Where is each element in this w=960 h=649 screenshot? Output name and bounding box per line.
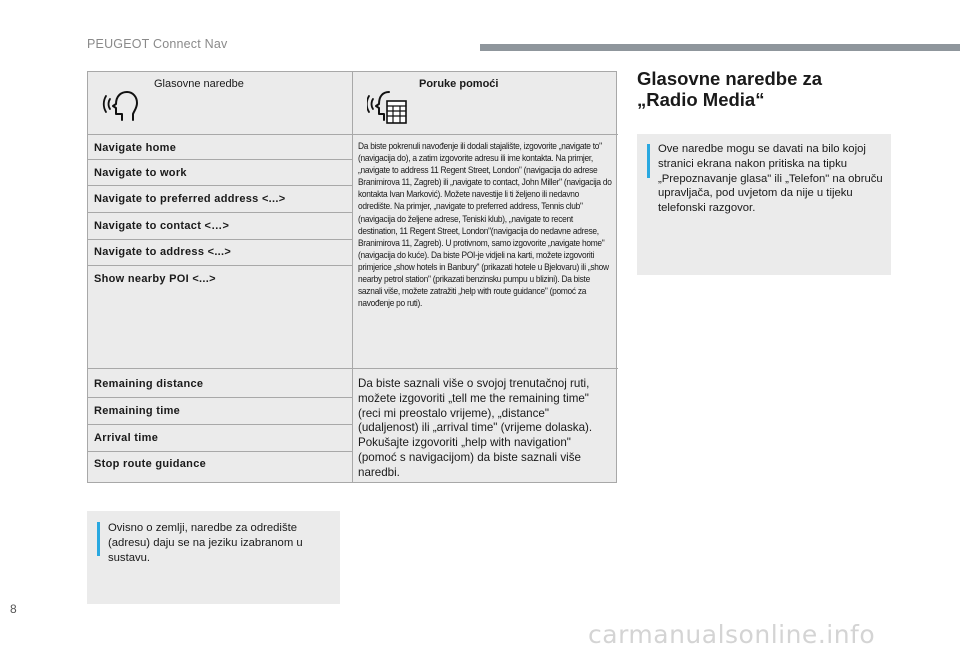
table-head-commands <box>88 72 352 134</box>
voice-commands-table <box>87 71 617 483</box>
manual-header-title: PEUGEOT Connect Nav <box>87 37 228 51</box>
table-row-divider <box>88 212 352 213</box>
table-row-divider <box>88 265 352 266</box>
table-head-help <box>353 72 618 134</box>
section-title-line1: Glasovne naredbe za <box>637 68 823 89</box>
speaking-head-help-icon <box>367 84 409 126</box>
note-text: Ove naredbe mogu se davati na bilo kojoj stranici ekrana nakon pritiska na tipku „Prepoznavanje glasa" ili „Telefon" na obruču upravljača, pod uvjetom da nije u tijeku telefonski razgovor. <box>658 143 883 215</box>
head-label-commands: Glasovne naredbe <box>154 78 244 90</box>
section-title-line2: „Radio Media“ <box>637 89 765 110</box>
table-row-divider <box>88 239 352 240</box>
help-route-text: Da biste saznali više o svojoj trenutačnoj ruti, možete izgovoriti „tell me the remaining time" (reci mi preostalo vrijeme), „distance" (udaljenost) ili „arrival time" (vrijeme dolaska). Pokušajte izgovoriti „help with navigation" (pomoć s navigacijom) da biste saznali više naredbi. <box>358 377 593 479</box>
command-stop-route-guidance: Stop route guidance <box>94 458 207 470</box>
watermark: carmanualsonline.info <box>588 620 876 649</box>
command-remaining-distance: Remaining distance <box>94 378 204 390</box>
table-row-divider <box>88 134 618 135</box>
command-navigate-to-preferred-address: Navigate to preferred address <...> <box>94 193 286 205</box>
header-bar <box>480 44 960 51</box>
command-navigate-to-address: Navigate to address <...> <box>94 246 232 258</box>
table-row-divider <box>88 424 352 425</box>
help-navigation-text: Da biste pokrenuli navođenje ili dodali stajalište, izgovorite „navigate to" (navigacija do), a zatim izgovorite adresu ili ime kontakta. Na primjer, „navigate to address 11 Regent Street, London" (navigacija do adrese Branimirova 11, Zagreb) ili „navigate to contact, John Miller" (navigacija do kontakta Ivan Marković). Možete navestije li ti željeno ili nedavno odredište. Na primjer, „navigate to preferred address, Tennis club" (navigacija do željene adrese, Teniski klub), „navigate to recent destination, 11 Regent Street, London"(navigacija do nedavne adrese, Branimirova 11, Zagreb). U protivnom, samo izgovorite „navigate home" (navigacija do kuće). Da biste POI-je vidjeli na karti, možete izgovoriti primjerice „show hotels in Banbury" (prikazati hotele u Bjelovaru) ili „show nearby petrol station" (prikazati benzinsku pumpu u blizini). Da biste saznali više, možete zatražiti „help with route guidance" (pomoć za navođenje po ruti). <box>358 141 612 309</box>
command-remaining-time: Remaining time <box>94 405 181 417</box>
note-radio-media <box>637 134 891 275</box>
note-text: Ovisno o zemlji, naredbe za odredište (adresu) daju se na jeziku izabranom u sustavu. <box>108 522 303 564</box>
command-navigate-to-contact: Navigate to contact <…> <box>94 220 230 232</box>
command-navigate-to-work: Navigate to work <box>94 167 187 179</box>
command-show-nearby-poi: Show nearby POI <...> <box>94 273 216 285</box>
command-navigate-home: Navigate home <box>94 142 177 154</box>
table-row-divider <box>88 397 352 398</box>
table-row-divider <box>88 451 352 452</box>
info-bar-icon <box>97 522 100 556</box>
command-arrival-time: Arrival time <box>94 432 159 444</box>
head-label-help: Poruke pomoći <box>419 78 499 90</box>
page-number: 8 <box>10 602 17 616</box>
note-destination-language <box>87 511 340 604</box>
table-row-divider <box>88 185 352 186</box>
table-row-divider <box>88 368 618 369</box>
info-bar-icon <box>647 144 650 178</box>
speaking-head-icon <box>102 84 144 126</box>
table-row-divider <box>88 159 352 160</box>
section-title <box>637 68 822 110</box>
